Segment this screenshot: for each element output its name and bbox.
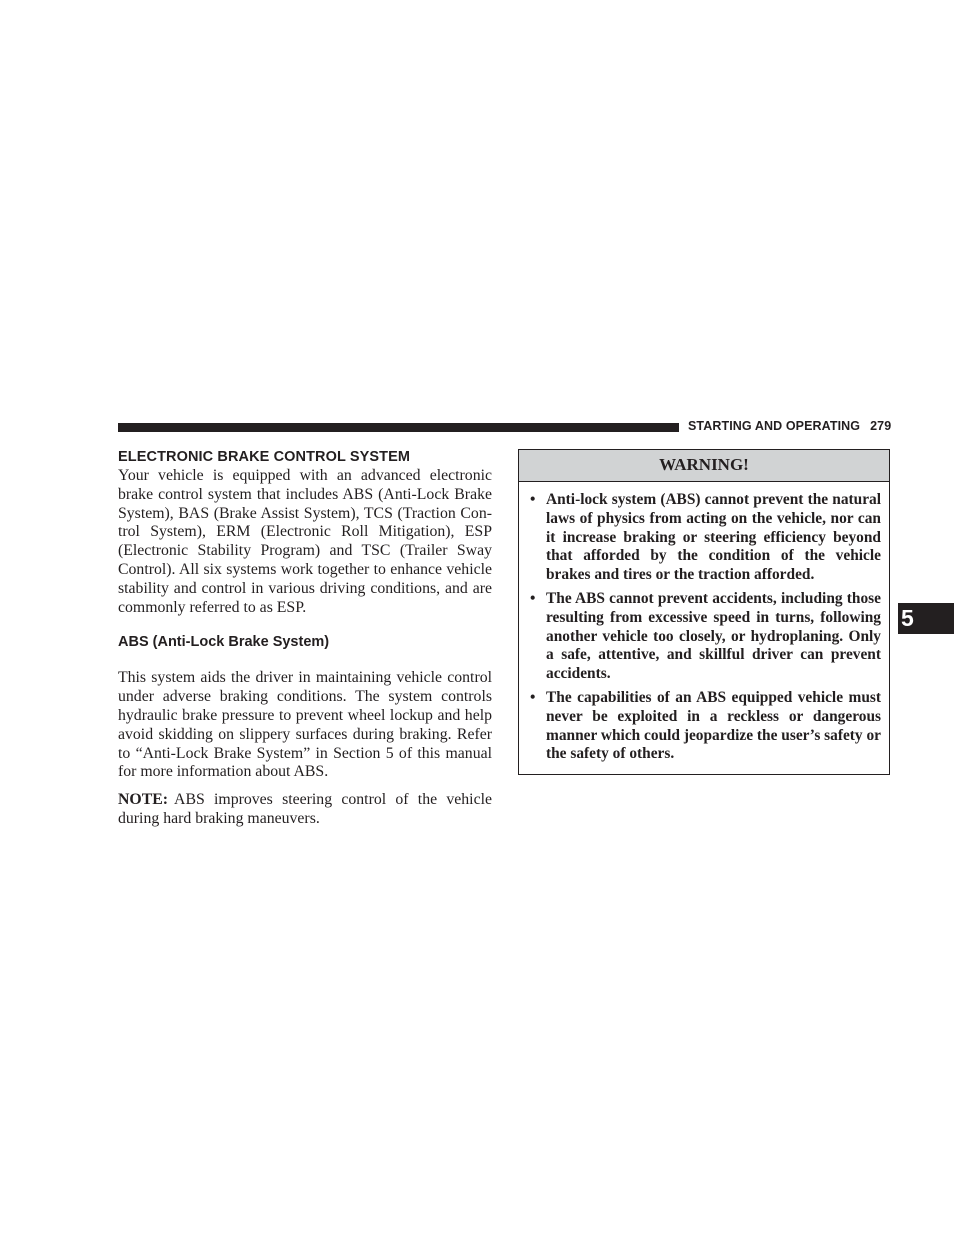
page-number: 279 <box>870 419 892 433</box>
abs-paragraph: This system aids the driver in maintaining vehicle control under adverse braking conditions. The system controls hydraulic brake pressure to prevent wheel lockup and help avoid skidding on slippery surfaces during braking. Refer to “Anti-Lock Brake System” in Section 5 of this manual for more information about ABS. <box>118 669 492 781</box>
bullet-icon: • <box>530 491 536 508</box>
bullet-icon: • <box>530 688 536 706</box>
note-label: NOTE: <box>118 791 169 809</box>
left-column <box>118 448 492 829</box>
warning-item-text: The ABS cannot prevent accidents, including those resulting from excessive speed in turns, following another vehicle too closely, or hydroplaning. Only a safe, attentive, and skillful driver can prevent accidents. <box>546 589 881 683</box>
header-rule <box>118 423 679 432</box>
warning-item <box>528 590 881 684</box>
section-title: ELECTRONIC BRAKE CONTROL SYSTEM <box>118 449 411 465</box>
warning-item-text: The capabilities of an ABS equipped vehicle must never be exploited in a reckless or dangerous manner which could jeopardize the user’s safety or the safety of others. <box>546 688 881 763</box>
warning-item <box>528 689 881 764</box>
intro-paragraph: Your vehicle is equipped with an advanced electronic brake control system that includes ABS (Anti-Lock Brake System), BAS (Brake Assist System), TCS (Traction Control System), ERM (Electronic Roll Mitigation), ESP (Electronic Stability Program) and TSC (Trailer Sway Control). All six systems work together to enhance vehicle stability and control in various driving conditions, and are commonly referred to as ESP. <box>118 467 492 616</box>
warning-box <box>518 449 890 775</box>
running-header <box>688 419 891 433</box>
bullet-icon: • <box>530 589 536 607</box>
subsection-title: ABS (Anti-Lock Brake System) <box>118 634 330 651</box>
warning-item <box>528 491 881 585</box>
header-section-label: STARTING AND OPERATING <box>688 419 861 433</box>
warning-item-text: Anti-lock system (ABS) cannot prevent the natural laws of physics from acting on the vehicle, nor can it increase braking or steering efficiency beyond that afforded by the condition of the vehicle brakes and tires or the traction afforded. <box>546 491 881 584</box>
note-paragraph <box>118 791 492 829</box>
warning-list <box>519 482 889 774</box>
chapter-tab: 5 <box>898 603 954 634</box>
warning-title: WARNING! <box>519 450 889 482</box>
note-text: ABS improves steering control of the vehicle during hard braking maneuvers. <box>118 791 492 827</box>
